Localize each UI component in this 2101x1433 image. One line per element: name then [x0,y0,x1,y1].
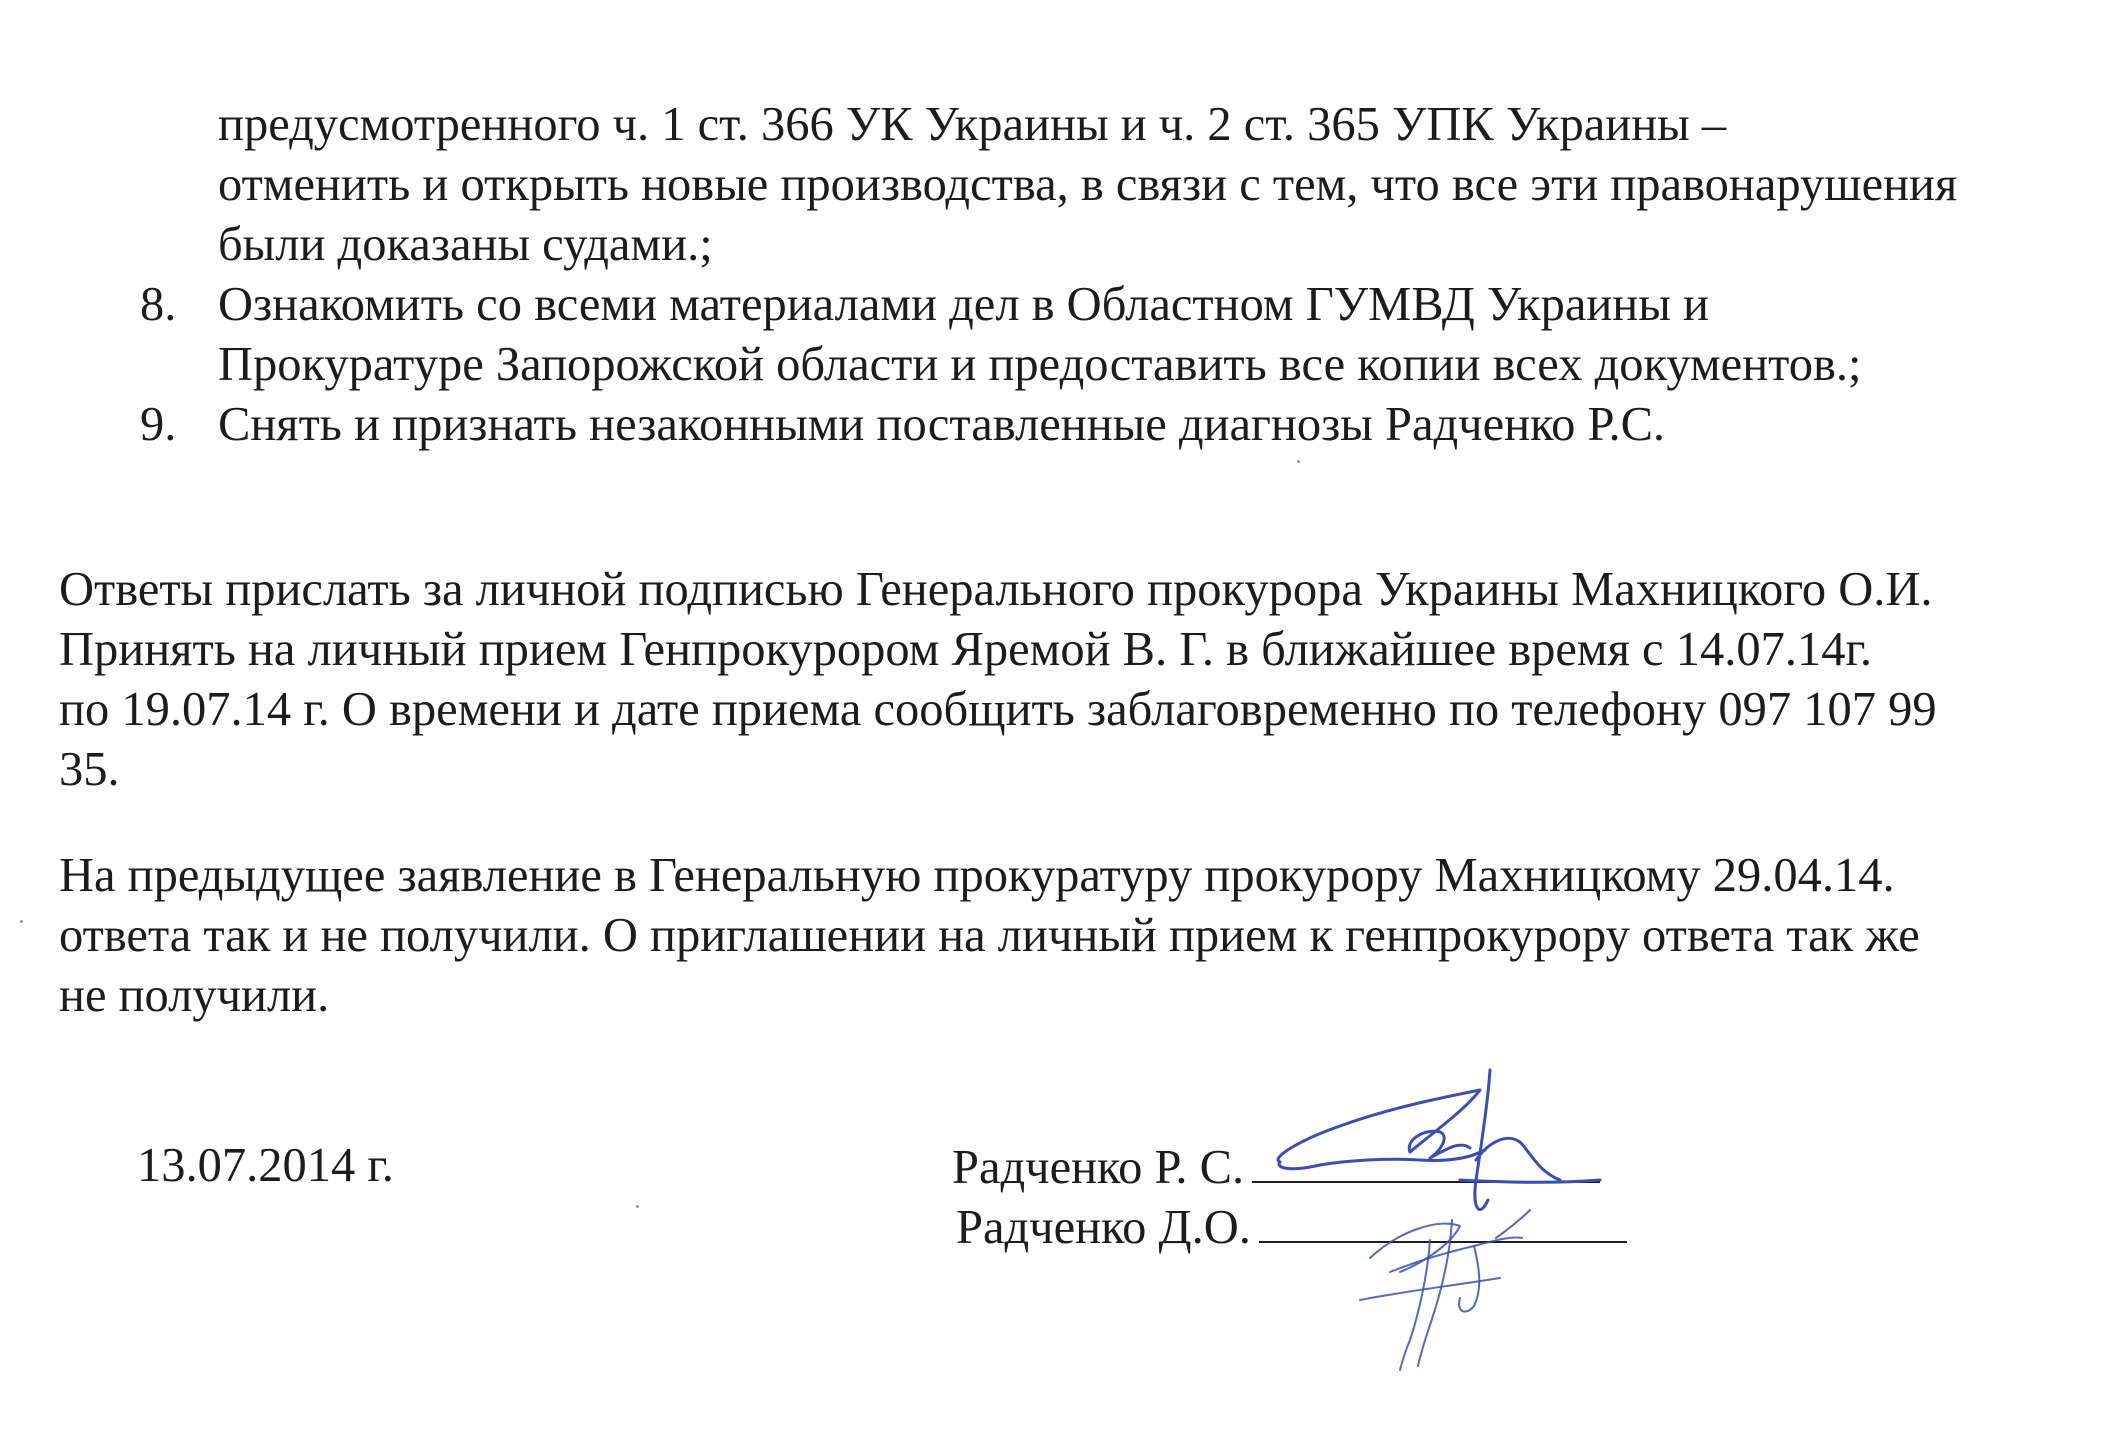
list-item-9 [0,395,2101,455]
list-item-8 [0,275,2101,395]
scan-speck [20,920,23,923]
text-line: по 19.07.14 г. О времени и дате приема сообщить заблаговременно по телефону 097 107 99 [59,683,1937,736]
signature-line [1259,1241,1627,1243]
text-line: ответа так и не получили. О приглашении на личный прием к генпрокурору ответа так же [59,909,1920,962]
scan-speck [1297,460,1300,463]
signatory-name: Радченко Р. С. [952,1141,1245,1194]
list-item-text [218,275,2025,395]
text-line: Снять и признать незаконными поставленные диагнозы Радченко Р.С. [218,398,1666,451]
signatory-row-1 [952,1138,1600,1198]
previous-statement-paragraph [59,846,2025,1026]
request-paragraph [59,560,2025,800]
signatory-row-2 [956,1198,1627,1258]
text-line: Ознакомить со всеми материалами дел в Областном ГУМВД Украины и [218,278,1709,331]
numbered-list [0,275,2101,455]
document-date: 13.07.2014 г. [137,1139,394,1192]
text-line: Ответы прислать за личной подписью Генерального прокурора Украины Махницкого О.И. [59,563,1933,616]
text-line: отменить и открыть новые производства, в связи с тем, что все эти правонарушения [218,158,1958,211]
text-line: предусмотренного ч. 1 ст. 366 УК Украины и ч. 2 ст. 365 УПК Украины – [218,98,1727,151]
list-number: 8. [140,278,177,331]
text-line: Прокуратуре Запорожской области и предоставить все копии всех документов.; [218,338,1862,391]
text-line: На предыдущее заявление в Генеральную прокуратуру прокурору Махницкому 29.04.14. [59,849,1895,902]
continuation-paragraph [218,95,2025,275]
list-number: 9. [140,398,177,451]
text-line: не получили. [59,969,330,1022]
signatory-name: Радченко Д.О. [956,1201,1251,1254]
text-line: Принять на личный прием Генпрокурором Яремой В. Г. в ближайшее время с 14.07.14г. [59,623,1872,676]
text-line: 35. [59,743,120,796]
scan-speck [636,1205,639,1208]
text-line: были доказаны судами.; [218,218,713,271]
list-item-text [218,395,2025,455]
signature-line [1252,1181,1600,1183]
